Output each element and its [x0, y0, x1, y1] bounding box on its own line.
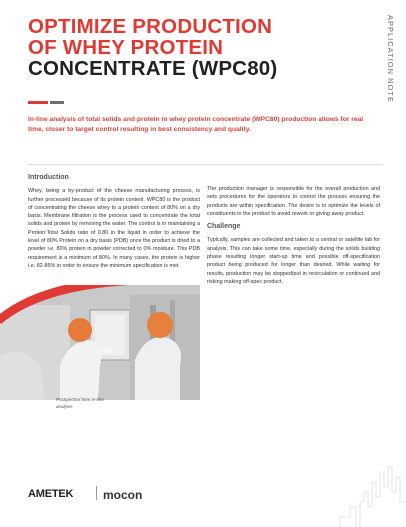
challenge-text: Typically, samples are collected and taken to a central or satellite lab for analysis. This can take some time, especially during the solids building phase resulting longer start-up time and possible off-specification product being produced for longer than desired. While waiting for results, production may be stopped/put in recirculation or continued and risking making off-spec product. — [207, 237, 380, 285]
accent-rule-red — [28, 101, 48, 104]
logo-separator — [96, 486, 97, 500]
intro-summary: In-line analysis of total solids and protein in whey protein concentrate (WPC80) production allows for real time, closer to target control resulting in best consistency and quality. — [28, 116, 364, 133]
caption-line-2: analysis — [56, 404, 73, 409]
mocon-logo: mocon — [103, 488, 143, 502]
ametek-logo: AMETEK — [28, 488, 74, 500]
introduction-heading: Introduction — [28, 174, 69, 181]
process-photo — [0, 285, 200, 400]
left-column — [28, 174, 200, 270]
title-line-1: OPTIMIZE PRODUCTION — [28, 15, 273, 38]
caption-line-1: ProSpectra/ time in-line — [56, 397, 104, 402]
right-column — [207, 185, 380, 286]
section-divider — [28, 164, 383, 165]
production-manager-text: The production manager is responsible for the overall production and sets procedures for the operators to control the process ensuring the products are within specification. The desire is to optimize the levels of constituents in the product to avoid rework or giving away product. — [207, 186, 380, 217]
title-line-3: CONCENTRATE (WPC80) — [28, 57, 278, 80]
application-note-label: APPLICATION NOTE — [386, 15, 395, 103]
title-line-2: OF WHEY PROTEIN — [28, 36, 224, 59]
page-title — [28, 16, 348, 79]
photo-caption — [56, 396, 104, 410]
accent-rule-grey — [50, 101, 64, 104]
introduction-text: Whey, being a by-product of the cheese manufacturing process, is further processed because of its protein content. WPC80 is the product of concentrating the cheese whey to a protein content of 80% on a dry basis. Membrane filtration is the process used to concentrate the total solids and protein by removing the water. The control is in maintaining a Protein:Total Solids ratio of 0.80 in the liquid in order to achieve the level of 80% Protein on a dry basis (PDB) once the product is dried to a powder i.e. 80% protein in powder corrected to 0% moisture. This PDB requirement is a minimum of 80%. In many cases, the protein is higher i.e. 82-85% in order to ensure the minimum specification is met. — [28, 188, 200, 269]
challenge-heading: Challenge — [207, 223, 241, 231]
decorative-line-graphic — [300, 462, 406, 527]
